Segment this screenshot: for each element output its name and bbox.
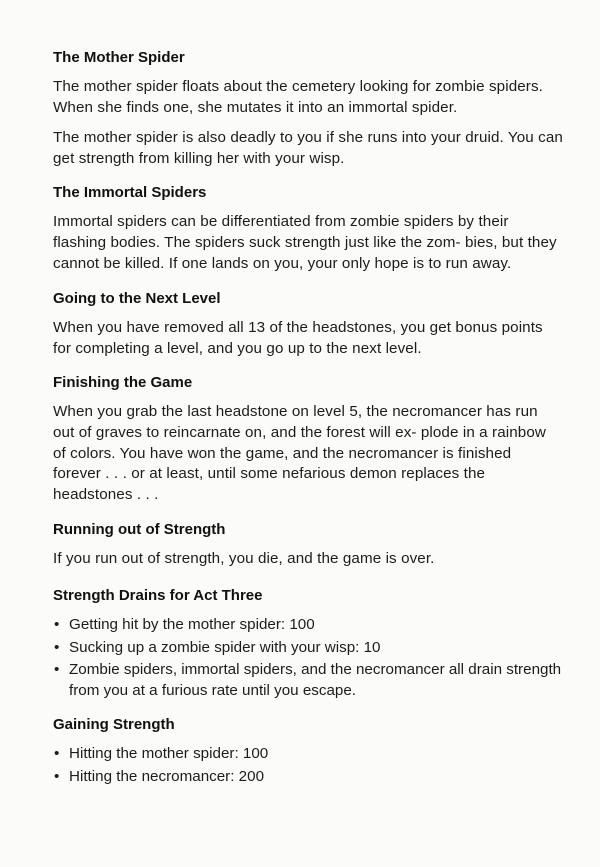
section-heading: The Immortal Spiders [53,184,207,202]
bullet-list [53,744,563,787]
paragraph: The mother spider floats about the cemetery looking for zombie spiders. When she finds one, she mutates it into an immortal spider. [53,78,543,116]
section-gaining-strength [53,715,563,787]
paragraph: If you run out of strength, you die, and the game is over. [53,550,435,568]
section-heading: Strength Drains for Act Three [53,586,263,604]
section-mother-spider [53,48,563,169]
section-heading: Running out of Strength [53,521,226,539]
list-item-text: Hitting the necromancer: 200 [69,767,265,785]
section-heading: Going to the Next Level [53,290,221,308]
list-item-text: Getting hit by the mother spider: 100 [69,615,315,633]
list-item-text: Hitting the mother spider: 100 [69,745,269,763]
section-heading: Finishing the Game [53,374,193,392]
list-item [53,615,563,636]
list-item [53,744,563,765]
list-item [53,638,563,659]
section-next-level [53,289,563,359]
section-strength-drains [53,586,563,701]
paragraph: When you have removed all 13 of the headstones, you get bonus points for completing a level, and you go up to the next level. [53,319,543,357]
section-running-out [53,520,563,570]
bullet-list [53,615,563,701]
list-item-text: Zombie spiders, immortal spiders, and the necromancer all drain strength from you at a furious rate until you escape. [69,661,562,699]
list-item [53,660,563,701]
paragraph: The mother spider is also deadly to you if she runs into your druid. You can get strength from killing her with your wisp. [53,129,563,167]
list-item-text: Sucking up a zombie spider with your wisp: 10 [69,638,381,656]
section-heading: The Mother Spider [53,49,185,66]
bullet-icon: • [54,638,60,656]
section-heading: Gaining Strength [53,716,175,734]
bullet-icon: • [54,661,60,679]
document-page [53,48,563,797]
list-item [53,767,563,788]
paragraph: When you grab the last headstone on level 5, the necromancer has run out of graves to reincarnate on, and the forest will ex- plode in a rainbow of colors. You have won the game, and the necromancer is finished forever . . . or at least, until some nefarious demon replaces the headstones . . . [53,403,546,503]
section-immortal-spiders [53,183,563,274]
bullet-icon: • [54,615,60,633]
section-finishing-game [53,373,563,505]
paragraph: Immortal spiders can be differentiated from zombie spiders by their flashing bodies. The spiders suck strength just like the zom- bies, but they cannot be killed. If one lands on you, your only hope is to run away. [53,213,557,272]
bullet-icon: • [54,745,60,763]
bullet-icon: • [54,767,60,785]
